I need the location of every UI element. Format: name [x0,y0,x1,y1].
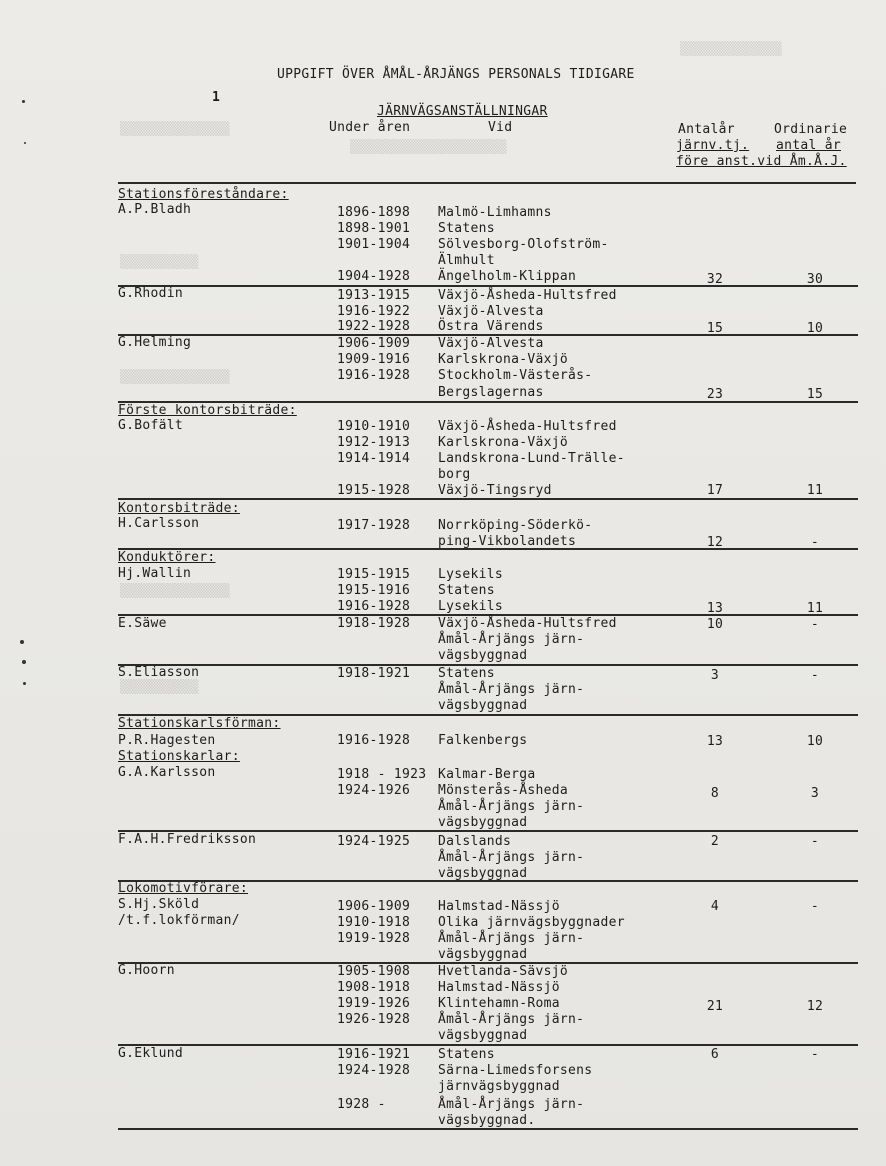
employee-name: G.Rhodin [118,286,184,301]
service-years: 1901-1904 [337,237,411,252]
railway-name: Falkenbergs [438,733,528,748]
column-header-ordinarie-2: antal år [776,138,842,153]
railway-name: Klintehamn-Roma [438,996,560,1011]
category-label: Konduktörer: [118,550,216,565]
column-header-ordinarie: Ordinarie [774,122,848,137]
railway-name: Dalslands [438,834,512,849]
service-years: 1916-1921 [337,1047,411,1062]
service-years: 1915-1928 [337,483,411,498]
railway-name: Åmål-Årjängs järn- [438,1097,585,1112]
years-of-service: 3 [710,668,720,683]
railway-name: Statens [438,1047,495,1062]
railway-name: Växjö-Tingsryd [438,483,552,498]
railway-name: Stockholm-Västerås- [438,368,593,383]
railway-name: Karlskrona-Växjö [438,352,569,367]
railway-name: Ängelholm-Klippan [438,269,577,284]
years-of-service: 12 [706,535,724,550]
bleed-through-texture: ▒▒▒▒▒▒▒▒▒▒▒▒▒▒▒▒▒▒▒▒ [350,140,507,155]
employee-name: /t.f.lokförman/ [118,913,240,928]
railway-name: borg [438,467,471,482]
ordinary-years: 11 [806,601,824,616]
service-years: 1898-1901 [337,221,411,236]
service-years: 1916-1922 [337,304,411,319]
railway-name: Kalmar-Berga [438,767,536,782]
employee-name: S.Eliasson [118,665,200,680]
railway-name: ping-Vikbolandets [438,534,577,549]
ordinary-years: 3 [810,786,820,801]
railway-name: Lysekils [438,567,504,582]
ordinary-years: 10 [806,321,824,336]
bleed-through-texture: ▒▒▒▒▒▒▒▒▒▒▒▒▒▒ [120,122,230,137]
service-years: 1917-1928 [337,518,411,533]
employee-name: F.A.H.Fredriksson [118,832,257,847]
service-years: 1896-1898 [337,205,411,220]
service-years: 1918-1921 [337,666,411,681]
employee-name: H.Carlsson [118,516,200,531]
railway-name: vägsbyggnad [438,947,528,962]
railway-name: Mönsterås-Åsheda [438,783,569,798]
employee-name: S.Hj.Sköld [118,897,200,912]
years-of-service: 21 [706,999,724,1014]
employee-name: G.Eklund [118,1046,184,1061]
service-years: 1918-1928 [337,616,411,631]
ordinary-years: 12 [806,999,824,1014]
service-years: 1916-1928 [337,733,411,748]
employee-name: P.R.Hagesten [118,733,216,748]
category-label: Stationskarlar: [118,749,240,764]
ordinary-years: - [810,1047,820,1062]
railway-name: Norrköping-Söderkö- [438,518,593,533]
years-of-service: 32 [706,272,724,287]
bleed-through-texture: ▒▒▒▒▒▒▒▒▒▒▒▒▒▒ [120,584,230,599]
railway-name: Älmhult [438,253,495,268]
service-years: 1916-1928 [337,368,411,383]
railway-name: Sölvesborg-Olofström- [438,237,609,252]
railway-name: Växjö-Alvesta [438,304,544,319]
railway-name: Åmål-Årjängs järn- [438,682,585,697]
railway-name: Växjö-Åsheda-Hultsfred [438,288,617,303]
service-years: 1914-1914 [337,451,411,466]
service-years: 1906-1909 [337,899,411,914]
railway-name: vägsbyggnad [438,698,528,713]
column-header-count-3: före anst.vid Åm.Å.J. [676,154,847,169]
railway-name: vägsbyggnad. [438,1113,536,1128]
years-of-service: 2 [710,834,720,849]
railway-name: Åmål-Årjängs järn- [438,799,585,814]
railway-name: Statens [438,666,495,681]
document-subtitle: JÄRNVÄGSANSTÄLLNINGAR [377,104,548,119]
service-years: 1915-1915 [337,567,411,582]
years-of-service: 10 [706,617,724,632]
category-label: Stationsföreståndare: [118,187,289,202]
ordinary-years: 30 [806,272,824,287]
railway-name: Särna-Limedsforsens [438,1063,593,1078]
service-years: 1906-1909 [337,336,411,351]
ordinary-years: - [810,899,820,914]
railway-name: Växjö-Åsheda-Hultsfred [438,616,617,631]
railway-name: Olika järnvägsbyggnader [438,915,625,930]
row-divider [118,1044,858,1046]
railway-name: Bergslagernas [438,385,544,400]
service-years: 1904-1928 [337,269,411,284]
punch-mark [20,640,24,644]
ordinary-years: - [810,617,820,632]
service-years: 1924-1925 [337,834,411,849]
category-label: Lokomotivförare: [118,881,249,896]
railway-name: järnvägsbyggnad [438,1079,560,1094]
railway-name: Hvetlanda-Sävsjö [438,964,569,979]
service-years: 1912-1913 [337,435,411,450]
employee-name: E.Säwe [118,616,167,631]
column-header-where: Vid [488,120,513,135]
railway-name: Åmål-Årjängs järn- [438,931,585,946]
column-header-years: Under åren [329,120,411,135]
service-years: 1918 - 1923 [337,767,427,782]
bleed-through-texture: ▒▒▒▒▒▒▒▒▒▒ [120,255,199,270]
service-years: 1905-1908 [337,964,411,979]
ordinary-years: 11 [806,483,824,498]
years-of-service: 13 [706,601,724,616]
column-header-count-2: järnv.tj. [676,138,750,153]
row-divider [118,1128,858,1130]
railway-name: Halmstad-Nässjö [438,899,560,914]
punch-mark [23,682,26,685]
service-years: 1916-1928 [337,599,411,614]
row-divider [118,498,858,500]
employee-name: G.Hoorn [118,963,175,978]
row-divider [118,182,856,184]
railway-name: Åmål-Årjängs järn- [438,632,585,647]
category-label: Kontorsbiträde: [118,501,240,516]
employee-name: G.A.Karlsson [118,765,216,780]
ordinary-years: - [810,668,820,683]
punch-mark [22,660,26,664]
railway-name: vägsbyggnad [438,815,528,830]
category-label: Förste kontorsbiträde: [118,403,297,418]
employee-name: Hj.Wallin [118,566,192,581]
years-of-service: 23 [706,387,724,402]
column-header-count: Antalår [678,122,735,137]
category-label: Stationskarlsförman: [118,716,281,731]
service-years: 1924-1928 [337,1063,411,1078]
employee-name: G.Helming [118,335,192,350]
years-of-service: 13 [706,734,724,749]
railway-name: Karlskrona-Växjö [438,435,569,450]
employee-name: G.Bofält [118,418,184,433]
railway-name: Växjö-Åsheda-Hultsfred [438,419,617,434]
railway-name: Malmö-Limhamns [438,205,552,220]
ordinary-years: - [810,834,820,849]
punch-mark [24,142,26,144]
service-years: 1910-1918 [337,915,411,930]
employee-name: A.P.Bladh [118,202,192,217]
document-title: UPPGIFT ÖVER ÅMÅL-ÅRJÄNGS PERSONALS TIDIGARE [277,67,635,82]
service-years: 1924-1926 [337,783,411,798]
row-divider [118,285,858,287]
railway-name: Statens [438,583,495,598]
ordinary-years: 10 [806,734,824,749]
ordinary-years: 15 [806,387,824,402]
page-number: 1 [212,90,221,105]
railway-name: vägsbyggnad [438,648,528,663]
railway-name: Östra Värends [438,319,544,334]
service-years: 1919-1926 [337,996,411,1011]
railway-name: Landskrona-Lund-Trälle- [438,451,625,466]
bleed-through-texture: ▒▒▒▒▒▒▒▒▒▒ [120,680,199,695]
bleed-through-texture: ▒▒▒▒▒▒▒▒▒▒▒▒▒ [680,42,782,57]
service-years: 1913-1915 [337,288,411,303]
railway-name: vägsbyggnad [438,1028,528,1043]
railway-name: Växjö-Alvesta [438,336,544,351]
years-of-service: 6 [710,1047,720,1062]
railway-name: vägsbyggnad [438,866,528,881]
years-of-service: 17 [706,483,724,498]
punch-mark [22,100,25,103]
years-of-service: 15 [706,321,724,336]
years-of-service: 4 [710,899,720,914]
railway-name: Åmål-Årjängs järn- [438,850,585,865]
service-years: 1922-1928 [337,319,411,334]
railway-name: Halmstad-Nässjö [438,980,560,995]
service-years: 1908-1918 [337,980,411,995]
service-years: 1928 - [337,1097,386,1112]
railway-name: Statens [438,221,495,236]
service-years: 1926-1928 [337,1012,411,1027]
years-of-service: 8 [710,786,720,801]
ordinary-years: - [810,535,820,550]
service-years: 1915-1916 [337,583,411,598]
service-years: 1919-1928 [337,931,411,946]
service-years: 1910-1910 [337,419,411,434]
bleed-through-texture: ▒▒▒▒▒▒▒▒▒▒▒▒▒▒ [120,370,230,385]
service-years: 1909-1916 [337,352,411,367]
railway-name: Lysekils [438,599,504,614]
railway-name: Åmål-Årjängs järn- [438,1012,585,1027]
